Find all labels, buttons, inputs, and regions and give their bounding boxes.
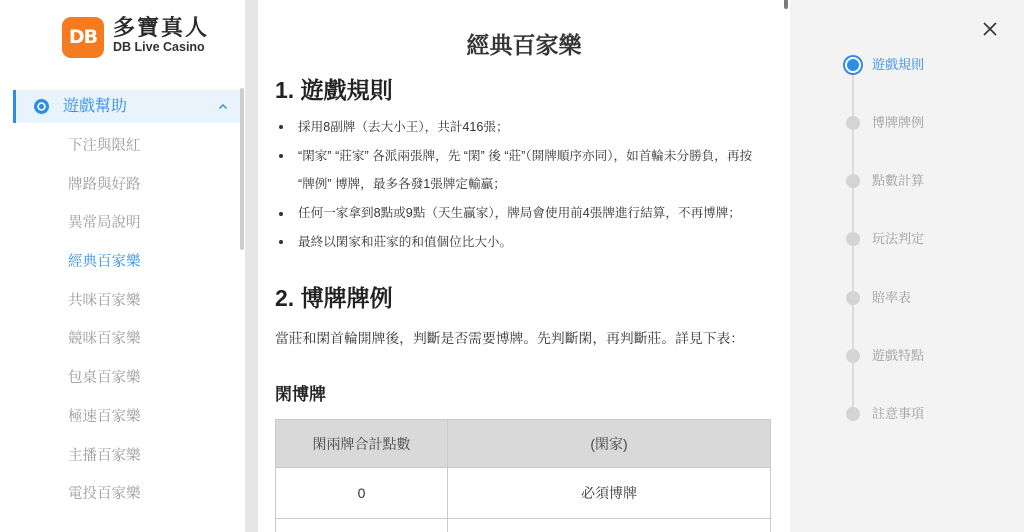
rule-text: 最終以閑家和莊家的和值個位比大小。	[298, 234, 513, 249]
toc-label: 點數計算	[872, 173, 925, 189]
toc-list	[790, 36, 1024, 443]
table-row	[276, 468, 771, 519]
brand-logo-mark: DB	[62, 17, 104, 58]
sidebar-item-host-baccarat[interactable]: 主播百家樂	[68, 447, 141, 464]
menu-section-label: 遊戲幫助	[63, 98, 128, 115]
brand-logo[interactable]	[0, 0, 245, 76]
sidebar-item-shared-squeeze-baccarat[interactable]: 共咪百家樂	[68, 292, 141, 309]
sidebar-scrollbar[interactable]	[240, 88, 244, 250]
table-cell	[276, 519, 448, 532]
table-cell: 0	[276, 468, 448, 519]
toc-dot	[846, 291, 860, 305]
rule-item	[275, 199, 770, 228]
player-draw-heading: 閑博牌	[275, 385, 326, 404]
bullet-dot	[279, 125, 283, 129]
sidebar-item-vip-table-baccarat[interactable]: 包桌百家樂	[68, 370, 141, 387]
toc-dot	[846, 232, 860, 246]
table-cell	[448, 519, 771, 532]
sidebar-item-abnormal-rounds[interactable]: 異常局說明	[68, 215, 141, 232]
table-header-row	[276, 420, 771, 468]
toc-label: 賠率表	[872, 289, 912, 305]
rule-item	[275, 142, 770, 199]
article-panel	[258, 0, 790, 532]
sidebar-item-roadmaps[interactable]: 牌路與好路	[68, 176, 141, 193]
toc-dot	[846, 174, 860, 188]
sidebar-item-speed-baccarat[interactable]: 極速百家樂	[68, 408, 141, 425]
sidebar-item-bid-squeeze-baccarat[interactable]: 競咪百家樂	[68, 331, 141, 348]
toc-dot	[846, 407, 860, 421]
toc-item-game-features[interactable]	[790, 327, 1024, 385]
sidebar	[0, 0, 245, 532]
sidebar-item-bet-limits[interactable]: 下注與限紅	[68, 138, 141, 154]
draw-rules-intro: 當莊和閑首輪開牌後，判斷是否需要博牌。先判斷閑，再判斷莊。詳見下表：	[275, 331, 745, 346]
brand-tagline: DB Live Casino	[113, 40, 205, 54]
page-title: 經典百家樂	[466, 32, 582, 58]
toc-item-game-rules[interactable]	[790, 36, 1024, 94]
table-cell: 必須博牌	[448, 468, 771, 519]
sidebar-menu	[0, 127, 240, 514]
section-heading-game-rules: 1. 遊戲規則	[275, 77, 393, 103]
toc-item-draw-rules[interactable]	[790, 94, 1024, 152]
rule-item	[275, 113, 770, 142]
toc-dot	[846, 349, 860, 363]
sidebar-item-classic-baccarat[interactable]: 經典百家樂	[68, 254, 141, 271]
rule-text: 採用8副牌（去大小王），共計416張；	[298, 120, 509, 134]
toc-dot	[846, 116, 860, 130]
toc-label: 博牌牌例	[872, 115, 925, 131]
help-icon	[34, 99, 49, 114]
toc-panel	[790, 0, 1024, 532]
close-icon[interactable]	[982, 21, 998, 37]
rule-text: “閑家” “莊家” 各派兩張牌，先 “閑” 後 “莊”（開牌順序亦同），如首輪未分勝負，再按 “牌例” 博牌，最多各發1張牌定輸贏；	[298, 148, 753, 192]
toc-item-odds-table[interactable]	[790, 269, 1024, 327]
table-header-cell: 閑兩牌合計點數	[276, 420, 448, 468]
rule-item	[275, 228, 770, 257]
bullet-dot	[279, 212, 283, 216]
rule-list	[275, 113, 770, 257]
toc-item-play-judgement[interactable]	[790, 210, 1024, 268]
toc-label: 註意事項	[872, 405, 925, 421]
rule-text: 任何一家拿到8點或9點（天生贏家），牌局會使用前4張牌進行結算，不再博牌；	[298, 206, 741, 221]
toc-item-notes[interactable]	[790, 385, 1024, 443]
table-header-cell: (閑家)	[448, 420, 771, 468]
content-scrollbar[interactable]	[784, 0, 788, 9]
player-draw-table	[275, 419, 771, 532]
section-heading-draw-rules: 2. 博牌牌例	[275, 285, 393, 311]
chevron-up-icon[interactable]	[218, 103, 228, 110]
menu-section-game-help[interactable]	[13, 90, 240, 123]
toc-dot	[845, 57, 861, 73]
brand-name: 多寶真人	[113, 15, 210, 40]
sidebar-item-phone-bet-baccarat[interactable]: 電投百家樂	[68, 486, 141, 503]
toc-item-point-calculation[interactable]	[790, 152, 1024, 210]
toc-label: 玩法判定	[872, 231, 925, 247]
bullet-dot	[279, 240, 283, 244]
bullet-dot	[279, 154, 283, 158]
table-row	[276, 519, 771, 532]
toc-label: 遊戲特點	[872, 347, 925, 363]
toc-label: 遊戲規則	[872, 56, 925, 72]
